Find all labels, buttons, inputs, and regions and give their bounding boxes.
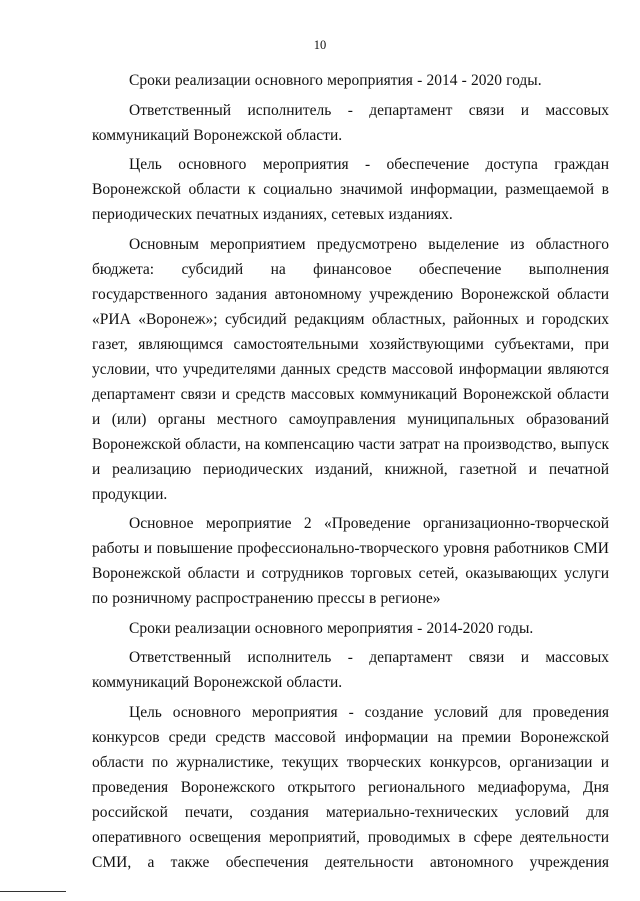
paragraph-executor-1: Ответственный исполнитель - департамент связи и массовых коммуникаций Воронежской области. — [92, 101, 609, 144]
page-number: 10 — [313, 38, 327, 52]
footnote-divider — [0, 891, 66, 892]
paragraph-dates-2: Сроки реализации основного мероприятия - 2014-2020 годы. — [129, 619, 534, 637]
paragraph-goal-2: Цель основного мероприятия - создание условий для проведения конкурсов среди средств массовой информации на премии Воронежской области по журналистике, текущих творческих конкурсов, организации и проведения Воронежского открытого регионального медиафорума, Дня российской печати, создания материально-технических условий для оперативного освещения мероприятий, проводимых в сфере деятельности СМИ, а также обеспечения деятельности автономного учреждения — [92, 703, 609, 871]
paragraph-goal-1: Цель основного мероприятия - обеспечение доступа граждан Воронежской области к социально значимой информации, размещаемой в периодических печатных изданиях, сетевых изданиях. — [92, 156, 609, 223]
document-body — [92, 68, 609, 875]
paragraph-executor-2: Ответственный исполнитель - департамент связи и массовых коммуникаций Воронежской области. — [92, 649, 609, 691]
paragraph-subsidies: Основным мероприятием предусмотрено выделение из областного бюджета: субсидий на финансовое обеспечение выполнения государственного задания автономному учреждению Воронежской области «РИА «Воронеж»; субсидий редакциям областных, районных и городских газет, являющимся самостоятельными хозяйствующими субъектами, при условии, что учредителями данных средств массовой информации являются департамент связи и средств массовых коммуникаций Воронежской области и (или) органы местного самоуправления муниципальных образований Воронежской области, на компенсацию части затрат на производство, выпуск и реализацию периодических изданий, книжной, газетной и печатной продукции. — [92, 235, 609, 503]
paragraph-activity-2-title: Основное мероприятие 2 «Проведение организационно-творческой работы и повышение профессионально-творческого уровня работников СМИ Воронежской области и сотрудников торговых сетей, оказывающих услуги по розничному распространению прессы в регионе» — [92, 515, 609, 607]
paragraph-dates-1: Сроки реализации основного мероприятия - 2014 - 2020 годы. — [129, 72, 542, 89]
